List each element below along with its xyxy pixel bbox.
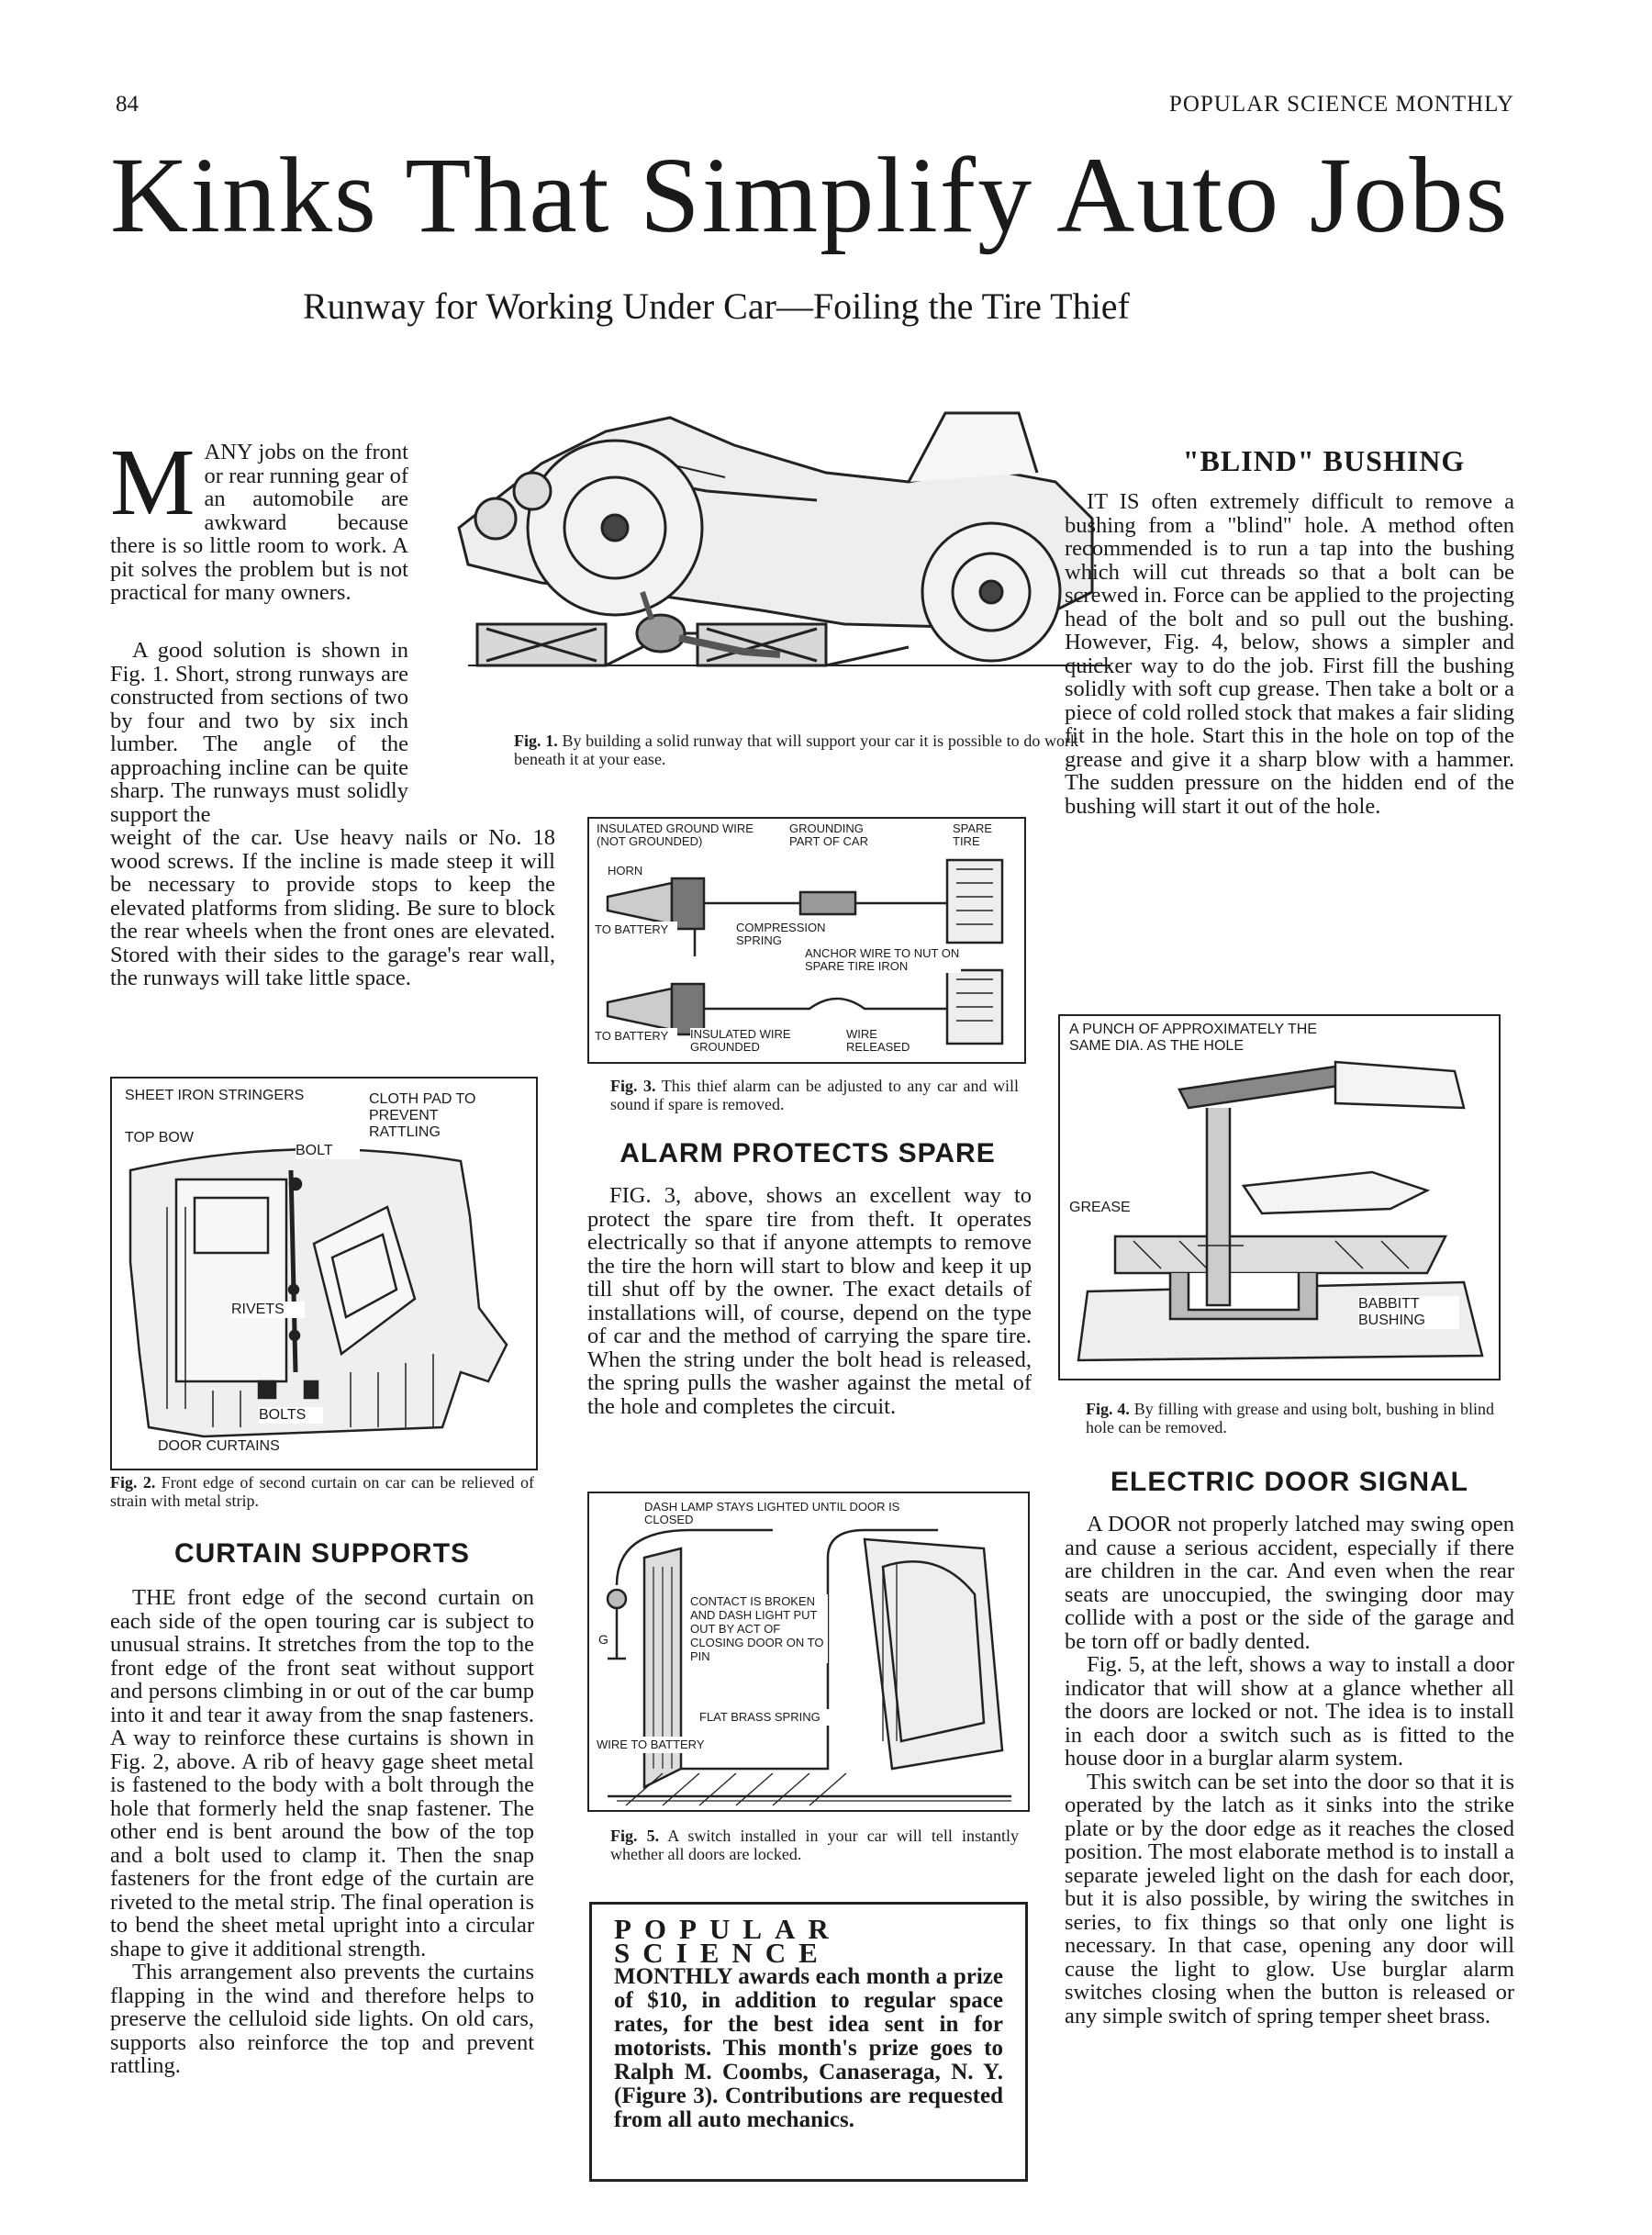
intro-paragraph-1: ANY jobs on the front or rear running gear of an automobile are awkward because there is so little room to work. A pit solves the problem but is not practical for many owners. <box>110 440 408 605</box>
prize-box <box>589 1902 1028 2182</box>
prize-header: POPULAR SCIENCE <box>614 1913 842 1969</box>
fig3-label-wire: WIRE RELEASED <box>846 1028 929 1054</box>
fig2-label-bolts: BOLTS <box>259 1407 323 1424</box>
fig1-caption: Fig. 1. By building a solid runway that will support your car it is possible to do work beneath it at your ease. <box>514 732 1079 768</box>
article-subtitle: Runway for Working Under Car—Foiling the Tire Thief <box>303 285 1130 327</box>
fig4-label-grease: GREASE <box>1069 1200 1131 1215</box>
fig2-label-bow: TOP BOW <box>125 1130 194 1145</box>
fig2-box <box>110 1077 538 1470</box>
curtain-heading: CURTAIN SUPPORTS <box>173 1538 471 1569</box>
fig4-box <box>1058 1014 1501 1380</box>
intro-text-2 <box>110 639 408 826</box>
intro-paragraph-2a: A good solution is shown in Fig. 1. Short, strong runways are constructed from sections of two by four and two by six inch lumber. The angle of the approaching incline can be quite sharp. The runways must solidly support the <box>110 638 408 827</box>
intro-text <box>110 430 408 605</box>
fig1-car-illustration <box>431 363 1147 725</box>
fig2-label-bolt: BOLT <box>296 1143 360 1159</box>
fig2-label-rivets: RIVETS <box>231 1302 305 1318</box>
alarm-text: FIG. 3, above, shows an excellent way to protect the spare tire from theft. It operates electrically so that if anyone attempts to remove the tire the horn will start to blow and keep it up till shut off by the owner. The exact details of installations will, of course, depend on the type of car and the method of carrying the spare tire. When the string under the bolt head is released, the spring pulls the washer against the metal of the hole and completes the circuit. <box>587 1183 1032 1419</box>
fig5-label-contact: CONTACT IS BROKEN AND DASH LIGHT PUT OUT BY ACT OF CLOSING DOOR ON TO PIN <box>690 1594 828 1663</box>
prize-text: MONTHLY awards each month a prize of $10, in addition to regular space rates, for the best idea sent in for motorists. This month's prize goes to Ralph M. Coombs, Canaseraga, N. Y. (Figure 3). Contributions are requested from all auto mechanics. <box>614 1964 1003 2132</box>
fig2-label-curtains: DOOR CURTAINS <box>158 1438 341 1455</box>
fig5-label-g: G <box>598 1632 608 1647</box>
fig3-label-insulated-2: INSULATED WIRE GROUNDED <box>690 1028 809 1054</box>
door-heading: ELECTRIC DOOR SIGNAL <box>1110 1467 1468 1497</box>
blind-heading: "BLIND" BUSHING <box>1182 444 1466 477</box>
fig3-box <box>587 817 1026 1064</box>
fig5-caption: Fig. 5. A switch installed in your car will tell instantly whether all doors are locked. <box>610 1827 1020 1863</box>
curtain-text: THE front edge of the second curtain on each side of the open touring car is subject to unusual strains. It stretches from the top to the front edge of the front seat without support and persons climbing in or out of the car bump into it and tear it away from the snap fasteners. A way to reinforce these curtains is shown in Fig. 2, above. A rib of heavy gage sheet metal is fastened to the body with a bolt through the hole that formerly held the snap fastener. The other end is bent around the bow of the top and a bolt used to clamp it. Then the snap fasteners for the front edge of the curtain are riveted to the metal strip. The final operation is to bend the sheet metal upright into a circular shape to give it additional strength. This arrangement also prevents the curtains flapping in the wind and therefore helps to preserve the celluloid side lights. On old cars, supports also reinforce the top and prevent rattling. <box>110 1585 534 2078</box>
door-text: A DOOR not properly latched may swing open and cause a serious accident, especially if there are children in the car. And even when the rear seats are unoccupied, the swinging door may collide with a post or the side of the garage and be torn off or badly dented. Fig. 5, at the left, shows a way to install a door indicator that will show at a glance whether all the doors are locked or not. The idea is to install in each door a switch such as is fitted to the house door in a burglar alarm system. This switch can be set into the door so that it is operated by the latch as it sinks into the strike plate or by the door edge as it reaches the closed position. The most elaborate method is to install a separate jeweled light on the dash for each door, but it is also possible, by wiring the switches in series, to fix things so that only one light is necessary. In that case, opening any door will cause the light to glow. Use burglar alarm switches closing when the button is released or any simple switch of spring temper sheet brass. <box>1065 1512 1515 2028</box>
fig3-caption: Fig. 3. This thief alarm can be adjusted to any car and will sound if spare is removed. <box>610 1077 1019 1113</box>
fig5-label-dash: DASH LAMP STAYS LIGHTED UNTIL DOOR IS CLOSED <box>644 1500 900 1526</box>
fig3-label-battery-1: TO BATTERY <box>595 922 677 938</box>
page-number: 84 <box>116 92 139 117</box>
fig2-caption: Fig. 2. Front edge of second curtain on car can be relieved of strain with metal strip. <box>110 1473 535 1510</box>
fig4-caption: Fig. 4. By filling with grease and using bolt, bushing in blind hole can be removed. <box>1086 1400 1495 1436</box>
fig3-label-anchor: ANCHOR WIRE TO NUT ON SPARE TIRE IRON <box>805 946 960 973</box>
fig5-label-wire: WIRE TO BATTERY <box>597 1737 725 1753</box>
fig2-label-stringers: SHEET IRON STRINGERS <box>125 1088 305 1103</box>
drop-cap: M <box>110 430 195 535</box>
blind-text: IT IS often extremely difficult to remove a bushing from a "blind" hole. A method often recommended is to run a tap into the bushing which will cut threads so that a bolt can be screwed in. Force can be applied to the projecting head of the bolt and so pull out the bushing. However, Fig. 4, below, shows a simpler and quicker way to do the job. First fill the bushing solidly with soft cup grease. Then take a bolt or a piece of cold rolled stock that makes a fair sliding fit in the hole. Start this in the hole on top of the grease and give it a sharp blow with a hammer. The sudden pressure on the hidden end of the bushing will start it out of the hole. <box>1065 489 1515 819</box>
fig5-label-spring: FLAT BRASS SPRING <box>699 1709 846 1726</box>
alarm-heading: ALARM PROTECTS SPARE <box>620 1138 996 1168</box>
intro-text-2-wide: weight of the car. Use heavy nails or No. 18 wood screws. If the incline is made steep it will be necessary to provide stops to keep the elevated platforms from sliding. Be sure to block the rear wheels when the front ones are elevated. Stored with their sides to the garage's rear wall, the runways will take little space. <box>110 825 555 990</box>
fig3-label-insulated: INSULATED GROUND WIRE (NOT GROUNDED) <box>597 821 753 848</box>
fig4-label-babbitt: BABBITT BUSHING <box>1358 1296 1459 1329</box>
running-head: POPULAR SCIENCE MONTHLY <box>1168 92 1514 117</box>
article-title: Kinks That Simplify Auto Jobs <box>110 135 1510 255</box>
fig2-label-cloth: CLOTH PAD TO PREVENT RATTLING <box>369 1091 476 1140</box>
fig3-label-compression: COMPRESSION SPRING <box>736 922 837 947</box>
fig3-label-grounding: GROUNDING PART OF CAR <box>789 821 868 848</box>
fig3-label-horn: HORN <box>608 864 643 877</box>
fig3-label-battery-2: TO BATTERY <box>595 1028 677 1045</box>
fig5-box <box>587 1492 1030 1812</box>
fig4-label-punch: A PUNCH OF APPROXIMATELY THE SAME DIA. AS THE HOLE <box>1069 1022 1317 1054</box>
fig3-label-spare: SPARE TIRE <box>953 821 993 848</box>
